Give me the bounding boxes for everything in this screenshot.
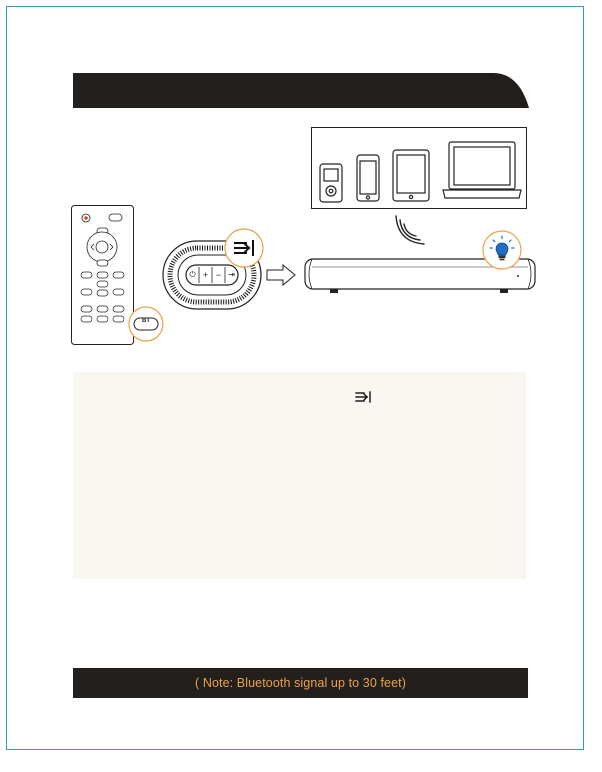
panel-source-button[interactable]: ⇥ bbox=[228, 270, 235, 279]
panel-buttons bbox=[186, 268, 238, 282]
source-button-callout bbox=[224, 228, 264, 268]
tablet-icon bbox=[393, 150, 429, 201]
music-player-icon bbox=[320, 164, 342, 202]
bt-button-callout bbox=[128, 306, 164, 342]
source-input-icon-inline bbox=[355, 391, 371, 403]
phone-icon bbox=[357, 155, 379, 201]
panel-power-button[interactable]: ⏻ bbox=[189, 270, 196, 279]
right-arrow-icon bbox=[266, 264, 296, 286]
panel-minus-button[interactable]: − bbox=[215, 270, 222, 280]
remote-play-pause-button[interactable] bbox=[96, 241, 108, 253]
note-text: ( Note: Bluetooth signal up to 30 feet) bbox=[195, 676, 406, 690]
remote-control bbox=[71, 205, 134, 345]
indicator-light-callout bbox=[482, 230, 522, 270]
wireless-signal-icon bbox=[396, 214, 430, 244]
instructions-box bbox=[73, 372, 526, 579]
laptop-icon bbox=[443, 142, 521, 198]
remote-mute-button[interactable] bbox=[109, 214, 122, 221]
bt-button-label: BT bbox=[142, 318, 150, 324]
section-header-banner bbox=[73, 73, 529, 108]
note-bar bbox=[73, 668, 528, 698]
panel-plus-button[interactable]: + bbox=[202, 270, 209, 280]
remote-vol-down-button[interactable] bbox=[97, 260, 108, 266]
device-panel bbox=[311, 127, 527, 209]
